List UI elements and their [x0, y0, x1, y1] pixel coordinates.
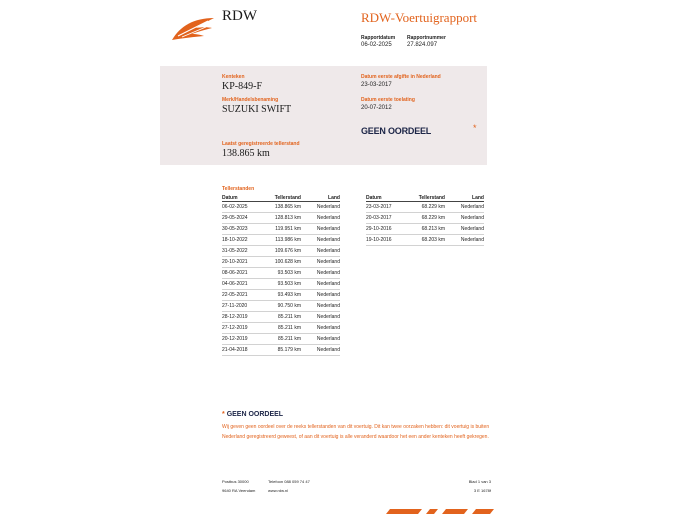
odometer-cell: 93.503 km	[269, 279, 314, 290]
vehicle-summary-panel	[160, 66, 487, 165]
table-row	[222, 246, 340, 257]
note-star: *	[222, 411, 225, 418]
footer-address-line2: 9640 RA Veendam	[222, 488, 256, 493]
odometer-value: 138.865 km	[222, 148, 270, 159]
odometer-cell: 138.865 km	[269, 202, 314, 213]
odometer-cell: 119.951 km	[269, 224, 314, 235]
plate-label: Kenteken	[222, 74, 245, 80]
note-text: Wij geven geen oordeel over de reeks tellerstanden van dit voertuig. Dit kan twee oorzaken hebben: dit voertuig is buiten Nederland geregistreerd geweest, of aan dit voertuig is alle veranderd waardoor het een ander kenteken heeft gekregen.	[222, 424, 490, 440]
date-cell: 23-03-2017	[366, 202, 413, 213]
footer-website[interactable]: www.rdw.nl	[268, 488, 289, 493]
column-header-country: Land	[458, 194, 484, 202]
footer-decorative-stripes	[386, 509, 496, 514]
date-cell: 19-10-2016	[366, 235, 413, 246]
make-value: SUZUKI SWIFT	[222, 104, 292, 115]
column-header-date: Datum	[366, 194, 413, 202]
country-cell: Nederland	[314, 224, 340, 235]
date-cell: 22-05-2021	[222, 290, 269, 301]
verdict-star: *	[473, 123, 477, 133]
table-row	[222, 268, 340, 279]
footer-phone: Telefoon 088 059 74 47	[268, 479, 310, 484]
date-cell: 29-10-2016	[366, 224, 413, 235]
table-row	[222, 345, 340, 356]
country-cell: Nederland	[314, 290, 340, 301]
first-admission-value: 20-07-2012	[361, 105, 392, 111]
odometer-table-left	[222, 194, 340, 356]
column-header-odometer: Tellerstand	[413, 194, 458, 202]
country-cell: Nederland	[314, 279, 340, 290]
report-date: 06-02-2025	[361, 42, 392, 48]
report-number: 27.824.097	[407, 42, 438, 48]
country-cell: Nederland	[458, 213, 484, 224]
odometer-cell: 93.493 km	[269, 290, 314, 301]
date-cell: 06-02-2025	[222, 202, 269, 213]
column-header-odometer: Tellerstand	[269, 194, 314, 202]
odometer-cell: 90.750 km	[269, 301, 314, 312]
date-cell: 30-05-2023	[222, 224, 269, 235]
first-registration-nl-label: Datum eerste afgifte in Nederland	[361, 74, 441, 80]
odometer-cell: 128.813 km	[269, 213, 314, 224]
footer-document-code: 3 E 1678f	[473, 488, 491, 493]
date-cell: 20-03-2017	[366, 213, 413, 224]
report-number-label: Rapportnummer	[407, 35, 446, 41]
date-cell: 04-06-2021	[222, 279, 269, 290]
odometer-table-right	[366, 194, 484, 246]
odometer-cell: 93.503 km	[269, 268, 314, 279]
country-cell: Nederland	[314, 202, 340, 213]
column-header-date: Datum	[222, 194, 269, 202]
odometer-cell: 68.203 km	[413, 235, 458, 246]
table-row	[222, 202, 340, 213]
report-title: RDW-Voertuigrapport	[361, 10, 478, 25]
date-cell: 28-12-2019	[222, 312, 269, 323]
country-cell: Nederland	[314, 257, 340, 268]
odometer-cell: 113.986 km	[269, 235, 314, 246]
first-admission-label: Datum eerste toelating	[361, 97, 415, 103]
date-cell: 18-10-2022	[222, 235, 269, 246]
column-header-country: Land	[314, 194, 340, 202]
plate-value: KP-849-F	[222, 81, 263, 92]
odometer-section-title: Tellerstanden	[222, 186, 255, 192]
odometer-cell: 85.211 km	[269, 312, 314, 323]
date-cell: 27-12-2019	[222, 323, 269, 334]
table-row	[222, 301, 340, 312]
report-date-label: Rapportdatum	[361, 35, 396, 41]
country-cell: Nederland	[458, 235, 484, 246]
verdict: GEEN OORDEEL	[361, 126, 432, 136]
date-cell: 29-05-2024	[222, 213, 269, 224]
odometer-cell: 85.211 km	[269, 323, 314, 334]
country-cell: Nederland	[314, 301, 340, 312]
country-cell: Nederland	[314, 312, 340, 323]
table-row	[222, 235, 340, 246]
country-cell: Nederland	[314, 345, 340, 356]
table-row	[222, 290, 340, 301]
note-title	[222, 411, 283, 418]
table-row	[366, 202, 484, 213]
country-cell: Nederland	[314, 268, 340, 279]
country-cell: Nederland	[314, 235, 340, 246]
country-cell: Nederland	[458, 202, 484, 213]
odometer-cell: 109.676 km	[269, 246, 314, 257]
make-label: Merk/Handelsbenaming	[222, 97, 279, 103]
table-row	[222, 312, 340, 323]
footer-page-number: Blad 1 van 3	[468, 479, 491, 484]
date-cell: 31-05-2022	[222, 246, 269, 257]
brand-name: RDW	[222, 8, 257, 24]
table-row	[222, 279, 340, 290]
table-row	[222, 334, 340, 345]
date-cell: 20-12-2019	[222, 334, 269, 345]
table-row	[366, 235, 484, 246]
table-row	[366, 213, 484, 224]
odometer-cell: 85.211 km	[269, 334, 314, 345]
table-row	[222, 213, 340, 224]
odometer-cell: 68.229 km	[413, 213, 458, 224]
rdw-logo-icon	[170, 16, 216, 42]
odometer-cell: 68.213 km	[413, 224, 458, 235]
date-cell: 27-11-2020	[222, 301, 269, 312]
odometer-cell: 68.229 km	[413, 202, 458, 213]
country-cell: Nederland	[314, 323, 340, 334]
odometer-cell: 85.179 km	[269, 345, 314, 356]
country-cell: Nederland	[314, 246, 340, 257]
footer-address-line1: Postbus 30000	[222, 479, 249, 484]
table-row	[222, 224, 340, 235]
date-cell: 08-06-2021	[222, 268, 269, 279]
country-cell: Nederland	[314, 334, 340, 345]
table-row	[222, 257, 340, 268]
first-registration-nl-value: 23-03-2017	[361, 82, 392, 88]
odometer-label: Laatst geregistreerde tellerstand	[222, 141, 300, 147]
country-cell: Nederland	[314, 213, 340, 224]
country-cell: Nederland	[458, 224, 484, 235]
note-title-text: GEEN OORDEEL	[226, 411, 284, 418]
date-cell: 21-04-2018	[222, 345, 269, 356]
table-row	[366, 224, 484, 235]
date-cell: 20-10-2021	[222, 257, 269, 268]
odometer-cell: 100.628 km	[269, 257, 314, 268]
table-row	[222, 323, 340, 334]
